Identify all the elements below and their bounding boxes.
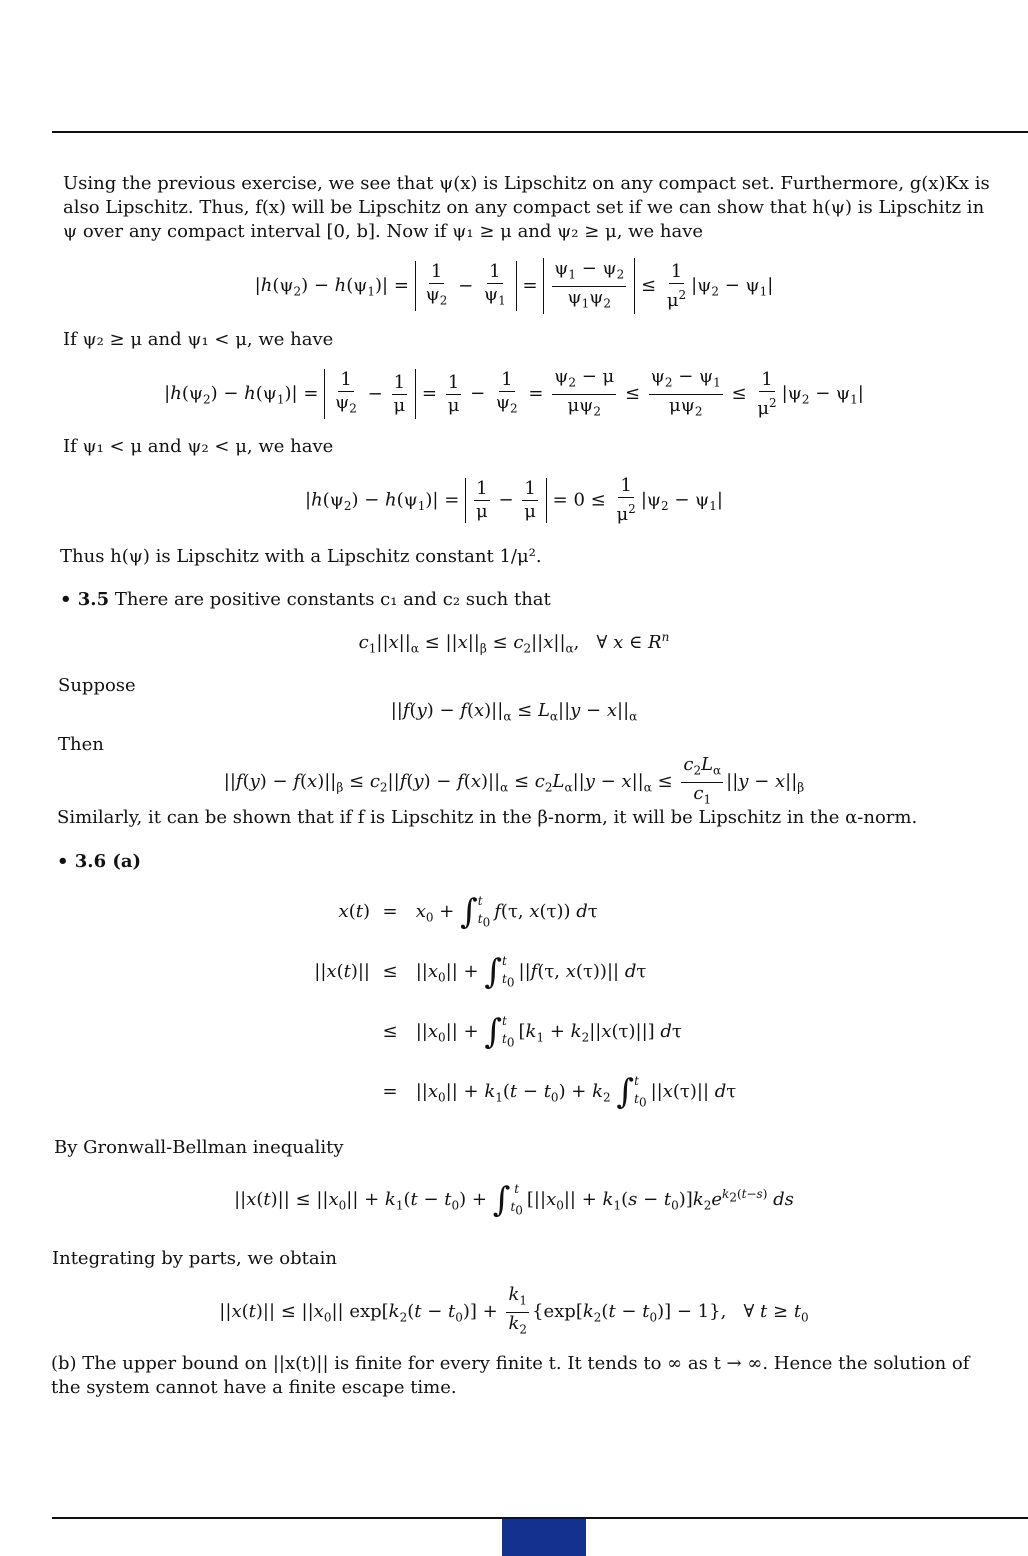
paragraph-text: There are positive constants c₁ and c₂ such that	[114, 589, 551, 610]
equation-case-1: $|h(\psi_2) - h(\psi_1)|$ = $\frac{1}{\psi_2}$ − $\frac{1}{\psi_1}$ = $\frac{\psi_1 - \psi_2}{\psi_1\psi_2}$ ≤ $\frac{1}{\mu^2}$ $|\psi_2 - \psi_1|$	[0, 258, 1028, 314]
exercise-label: • 3.6 (a)	[57, 851, 142, 872]
equation-case-2: $|h(\psi_2) - h(\psi_1)|$ = $\frac{1}{\psi_2}$ − $\frac{1}{\mu}$ = $\frac{1}{\mu}$ − $\frac{1}{\psi_2}$ = $\frac{\psi_2 - \mu}{\mu\psi_2}$ ≤ $\frac{\psi_2 - \psi_1}{\mu\psi_2}$ ≤ $\frac{1}{\mu^2}$ $|\psi_2 - \psi_1|$	[164, 366, 864, 419]
equation-row: $x(t) = x_0$ + ∫ t $t_0$ f(τ, x(τ)) dτ	[338, 892, 598, 932]
paragraph-text: Using the previous exercise, we see that ψ(x) is Lipschitz on any compact set. Furthermore, g(x)Kx is also Lipschitz. Thus, f(x) will be Lipschitz on any compact set if we can show that h(ψ) is Lipschitz in ψ over any compact interval [0, b]. Now if ψ₁ ≥ μ and ψ₂ ≥ μ, we have	[63, 173, 990, 242]
paragraph-suppose	[58, 674, 136, 698]
paragraph-text: (b) The upper bound on ||x(t)|| is finite for every finite t. It tends to ∞ as t → ∞. Hence the solution of the system cannot have a finite escape time.	[51, 1353, 970, 1398]
paragraph-text: Suppose	[58, 675, 136, 696]
paragraph-text: Thus h(ψ) is Lipschitz with a Lipschitz constant 1/μ².	[60, 546, 542, 567]
paragraph-text: If ψ₂ ≥ μ and ψ₁ < μ, we have	[63, 329, 334, 350]
equation-row: $||x(t)|| \le ||x_0||$ + ∫ t $t_0$ ||f(τ, x(τ))|| dτ	[314, 952, 647, 992]
paragraph-gronwall	[54, 1136, 344, 1160]
paragraph-lipschitz-intro	[63, 172, 1003, 244]
equation-norm-equivalence: $c_1||x||_\alpha \le ||x||_\beta \le c_2||x||_\alpha$, ∀ x ∈ $R^n$	[358, 630, 670, 656]
equation-final-bound: $||x(t)|| \le ||x_0||$ $\exp[k_2(t - t_0)]$ + $\frac{k_1}{k_2}$ $\{\exp[k_2(t - t_0)] - 1\}$, ∀ $t \ge t_0$	[219, 1284, 809, 1337]
paragraph-text: Similarly, it can be shown that if f is Lipschitz in the β-norm, it will be Lipschitz in the α-norm.	[57, 807, 918, 828]
paragraph-case-2	[63, 328, 333, 352]
exercise-label: • 3.5	[60, 589, 110, 610]
equation-gronwall-bound: $||x(t)|| \le ||x_0|| + k_1(t - t_0)$ + ∫ t $t_0$ $[||x_0|| + k_1(s - t_0)]k_2e^{k_2(t-s)}$ ds	[234, 1180, 794, 1220]
equation-row: ≤ $||x_0||$ + ∫ t $t_0$ $[k_1 + k_2||x(\tau)||]$ dτ	[382, 1012, 682, 1052]
paragraph-case-3	[63, 435, 333, 459]
paragraph-text: If ψ₁ < μ and ψ₂ < μ, we have	[63, 436, 334, 457]
top-rule	[52, 131, 1028, 133]
exercise-3-6-heading	[57, 850, 141, 874]
page-number-block	[502, 1519, 586, 1556]
paragraph-text: By Gronwall-Bellman inequality	[54, 1137, 344, 1158]
paragraph-part-b	[51, 1352, 1001, 1400]
equation-alpha-lipschitz: $||f(y) - f(x)||_\alpha \le L_\alpha||y - x||_\alpha$	[390, 700, 638, 724]
paragraph-text: Integrating by parts, we obtain	[52, 1248, 337, 1269]
paragraph-text: Then	[58, 734, 104, 755]
paragraph-similarly	[57, 806, 917, 830]
equation-case-3: $|h(\psi_2) - h(\psi_1)|$ = $\frac{1}{\mu}$ − $\frac{1}{\mu}$ = 0 ≤ $\frac{1}{\mu^2}$ $|\psi_2 - \psi_1|$	[305, 475, 723, 525]
equation-beta-bound: $||f(y) - f(x)||_\beta \le c_2||f(y) - f(x)||_\alpha \le c_2L_\alpha||y - x||_\alpha$ ≤ $\frac{c_2L_\alpha}{c_1}$ $||y - x||_\beta$	[223, 754, 805, 807]
exercise-3-5-heading	[60, 588, 551, 612]
paragraph-lipschitz-constant	[60, 545, 542, 569]
equation-row: = $||x_0|| + k_1(t - t_0) + k_2$ ∫ t $t_0$ ||x(τ)|| dτ	[382, 1072, 737, 1112]
paragraph-integrating	[52, 1247, 337, 1271]
